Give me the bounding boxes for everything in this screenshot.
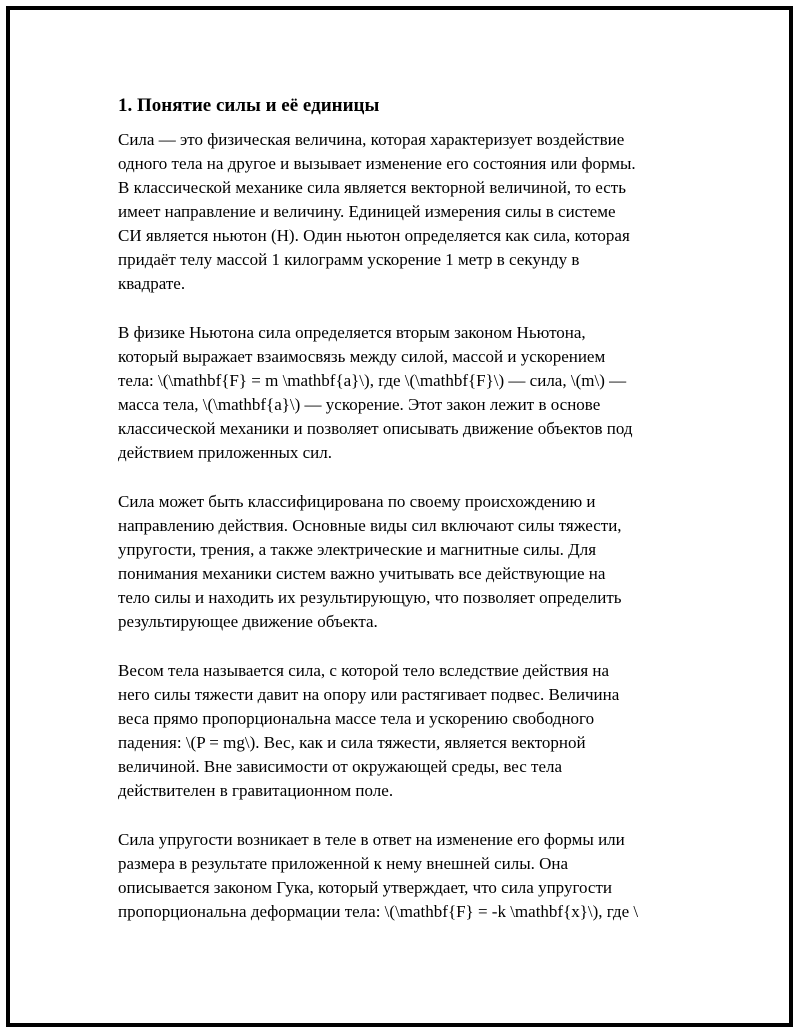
document-body: [118, 94, 698, 949]
paragraph-line: имеет направление и величину. Единицей измерения силы в системе: [118, 202, 616, 221]
paragraph-line: размера в результате приложенной к нему внешней силы. Она: [118, 854, 569, 873]
paragraph-line: В физике Ньютона сила определяется вторым законом Ньютона,: [118, 323, 586, 342]
page-frame: [6, 6, 793, 1027]
paragraph-line: направлению действия. Основные виды сил включают силы тяжести,: [118, 516, 622, 535]
paragraph-line: Сила может быть классифицирована по своему происхождению и: [118, 492, 596, 511]
paragraph-line: придаёт телу массой 1 килограмм ускорение 1 метр в секунду в: [118, 250, 580, 269]
paragraph-line: масса тела, \(\mathbf{a}\) — ускорение. Этот закон лежит в основе: [118, 395, 601, 414]
paragraph-line: Весом тела называется сила, с которой тело вследствие действия на: [118, 661, 610, 680]
paragraph: [118, 128, 698, 296]
paragraph-line: упругости, трения, а также электрические и магнитные силы. Для: [118, 540, 597, 559]
paragraph-line: который выражает взаимосвязь между силой, массой и ускорением: [118, 347, 606, 366]
paragraph: [118, 828, 698, 924]
paragraph-line: величиной. Вне зависимости от окружающей среды, вес тела: [118, 757, 563, 776]
paragraph-line: действием приложенных сил.: [118, 443, 333, 462]
paragraph-line: Сила — это физическая величина, которая характеризует воздействие: [118, 130, 625, 149]
paragraph: [118, 659, 698, 803]
paragraph-line: понимания механики систем важно учитывать все действующие на: [118, 564, 606, 583]
paragraph-line: веса прямо пропорциональна массе тела и ускорению свободного: [118, 709, 595, 728]
paragraph: [118, 321, 698, 465]
paragraph-line: падения: \(P = mg\). Вес, как и сила тяжести, является векторной: [118, 733, 586, 752]
paragraph-line: В классической механике сила является векторной величиной, то есть: [118, 178, 626, 197]
paragraph-list: [118, 128, 698, 924]
paragraph-line: Сила упругости возникает в теле в ответ на изменение его формы или: [118, 830, 625, 849]
paragraph-line: тело силы и находить их результирующую, что позволяет определить: [118, 588, 622, 607]
paragraph-line: классической механики и позволяет описывать движение объектов под: [118, 419, 633, 438]
paragraph-line: действителен в гравитационном поле.: [118, 781, 394, 800]
paragraph-line: тела: \(\mathbf{F} = m \mathbf{a}\), где \(\mathbf{F}\) — сила, \(m\) —: [118, 371, 627, 390]
paragraph-line: квадрате.: [118, 274, 186, 293]
paragraph: [118, 490, 698, 634]
paragraph-line: пропорциональна деформации тела: \(\mathbf{F} = -k \mathbf{x}\), где \: [118, 902, 639, 921]
paragraph-line: результирующее движение объекта.: [118, 612, 378, 631]
paragraph-line: него силы тяжести давит на опору или растягивает подвес. Величина: [118, 685, 620, 704]
paragraph-line: описывается законом Гука, который утверждает, что сила упругости: [118, 878, 613, 897]
paragraph-line: одного тела на другое и вызывает изменение его состояния или формы.: [118, 154, 636, 173]
paragraph-line: СИ является ньютон (Н). Один ньютон определяется как сила, которая: [118, 226, 630, 245]
section-title: 1. Понятие силы и её единицы: [118, 95, 380, 116]
